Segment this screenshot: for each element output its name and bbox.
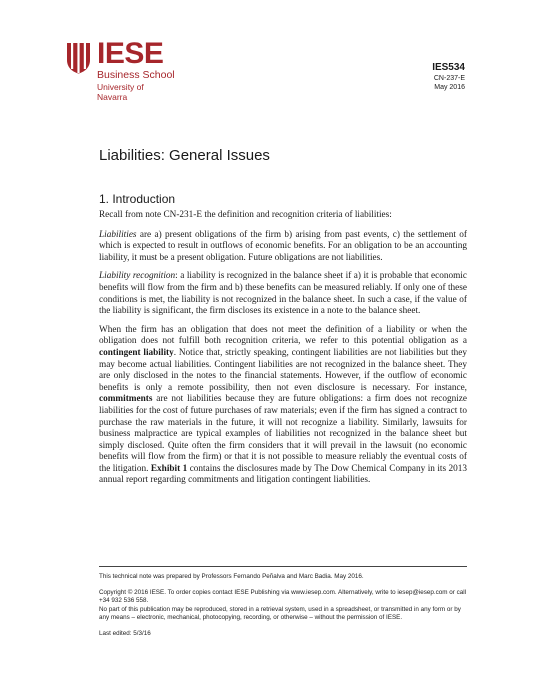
paragraph-text: . Notice that, strictly speaking, contingent liabilities are not liabilities but they may become actual liabilities. Contingent liabilities are not recognized in the balance sheet. They are only disclosed in the notes to the financial statements. However, if the outflow of economic benefits is only a remote possibility, then not even disclosure is necessary. For instance, (99, 347, 468, 393)
footer-copyright: Copyright © 2016 IESE. To order copies contact IESE Publishing via www.iesep.com. Alternatively, write to iesep@iesep.com or call +34 932 536 558. (99, 588, 467, 605)
paragraph-text: are a) present obligations of the firm b) arising from past events, c) the settlement of which is expected to result in outflows of economic benefits. For an obligation to be an accounting liability, it must be a present obligation. Future obligations are not liabilities. (99, 229, 467, 263)
page-title: Liabilities: General Issues (99, 147, 270, 164)
paragraph-liabilities-definition (99, 230, 467, 265)
section-heading: 1. Introduction (99, 192, 176, 206)
body-text (99, 210, 467, 494)
term-liability-recognition: Liability recognition (99, 271, 176, 282)
logo-school-line: Business School (97, 69, 175, 81)
term-contingent-liability: contingent liability (99, 347, 174, 358)
paragraph-text: contains the disclosures made by The Dow Chemical Company in its 2013 annual report regarding commitments and litigation contingent liabilities. (99, 463, 468, 486)
footer-last-edited: Last edited: 5/3/16 (99, 629, 151, 637)
footer-prepared-by: This technical note was prepared by Professors Fernando Peñalva and Marc Badia. May 2016. (99, 573, 364, 580)
document-reference: CN-237-E (433, 75, 465, 82)
footer (99, 573, 471, 646)
footer-rights: No part of this publication may be reproduced, stored in a retrieval system, used in a spreadsheet, or transmitted in any form or by any means – electronic, mechanical, photocopying, recording, or otherwise – without the permission of IESE. (99, 605, 461, 622)
paragraph-contingent-liabilities (99, 325, 467, 487)
paragraph-text: When the firm has an obligation that does not meet the definition of a liability or when the obligation does not fulfill both recognition criteria, we refer to this potential obligation as a (99, 324, 467, 347)
document-meta (432, 62, 465, 92)
footer-divider (99, 566, 467, 567)
paragraph-liability-recognition (99, 271, 467, 317)
term-liabilities: Liabilities (99, 229, 137, 240)
logo-university-line: University of Navarra (97, 82, 144, 102)
iese-shield-icon (66, 42, 91, 74)
paragraph-intro: Recall from note CN-231-E the definition and recognition criteria of liabilities: (99, 210, 392, 220)
document-date: May 2016 (434, 84, 465, 91)
iese-logo (66, 37, 176, 102)
term-commitments: commitments (99, 394, 153, 405)
logo-wordmark: IESE (97, 37, 164, 70)
paragraph-text: are not liabilities because they are future obligations: a firm does not recognize liabilities for the cost of future purchases of raw materials; even if the firm has signed a contract to purchase the raw materials in the future, it will not recognize a liability. Similarly, lawsuits for business malpractice are typical examples of liabilities not recognized in the balance sheet but simply disclosed. Quite often the firm considers that it will prevail in the lawsuit (no economic benefits will flow from the firm) or that it is not possible to measure reliably the eventual costs of the litigation. (99, 394, 467, 474)
paragraph-text: : a liability is recognized in the balance sheet if a) it is probable that economic benefits will flow from the firm and b) these benefits can be measured reliably. If only one of these conditions is met, the liability is not recognized in the balance sheet. In such a case, if the value of the liability is significant, the firm discloses its existence in a note to the balance sheet. (99, 271, 467, 317)
document-code: IES534 (432, 62, 465, 73)
exhibit-reference: Exhibit 1 (150, 463, 188, 474)
